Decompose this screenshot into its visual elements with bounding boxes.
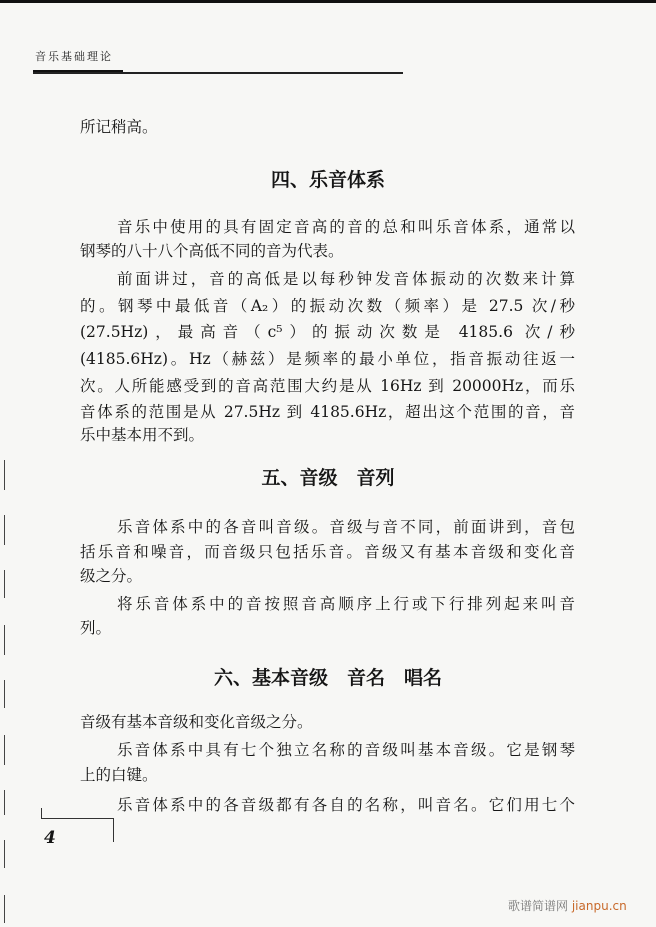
paragraph-line: 将乐音体系中的音按照音高顺序上行或下行排列起来叫音 (117, 595, 575, 613)
paragraph-line: (27.5Hz)，最高音（c⁵）的振动次数是 4185.6 次/秒 (80, 323, 575, 341)
paragraph-line: 括乐音和噪音，而音级只包括乐音。音级又有基本音级和变化音 (80, 543, 575, 561)
scan-margin-mark (4, 570, 5, 598)
paragraph-line: 音乐中使用的具有固定音高的音的总和叫乐音体系，通常以 (117, 218, 575, 236)
paragraph-line: 前面讲过，音的高低是以每秒钟发音体振动的次数来计算 (117, 270, 575, 288)
paragraph-line: 音级有基本音级和变化音级之分。 (80, 713, 313, 731)
scan-margin-mark (4, 680, 5, 708)
paragraph-line: 级之分。 (80, 567, 143, 585)
scan-margin-mark (4, 625, 5, 655)
watermark (508, 897, 627, 914)
section-heading: 五、音级 音列 (261, 467, 395, 489)
scan-margin-mark (4, 840, 5, 868)
paragraph-line: 乐中基本用不到。 (80, 426, 205, 444)
paragraph-line: 音体系的范围是从 27.5Hz 到 4185.6Hz，超出这个范围的音，音 (80, 403, 575, 421)
running-header: 音乐基础理论 (35, 50, 113, 63)
page-number: 4 (44, 828, 56, 848)
section-heading: 四、乐音体系 (270, 169, 385, 191)
paragraph-line: 乐音体系中具有七个独立名称的音级叫基本音级。它是钢琴 (117, 741, 575, 759)
scan-margin-mark (4, 735, 5, 765)
paragraph-line: 次。人所能感受到的音高范围大约是从 16Hz 到 20000Hz，而乐 (80, 377, 575, 395)
paragraph-line: 列。 (80, 619, 112, 637)
page-number-bracket (113, 818, 114, 842)
scan-margin-mark (4, 895, 5, 923)
paragraph-line: (4185.6Hz)。Hz（赫兹）是频率的最小单位，指音振动往返一 (80, 350, 575, 368)
paragraph-line: 所记稍高。 (80, 118, 158, 136)
page-number-bracket (41, 818, 113, 819)
scan-margin-mark (4, 460, 5, 490)
paragraph-line: 钢琴的八十八个高低不同的音为代表。 (80, 242, 344, 260)
scan-margin-mark (4, 515, 5, 545)
section-heading: 六、基本音级 音名 唱名 (213, 667, 442, 689)
watermark-cn: 歌谱简谱网 (508, 899, 569, 913)
paragraph-line: 上的白键。 (80, 766, 158, 784)
scan-margin-mark (4, 790, 5, 815)
watermark-en: jianpu.cn (571, 899, 627, 913)
scan-top-edge (0, 0, 656, 3)
paragraph-line: 的。钢琴中最低音（A₂）的振动次数（频率）是 27.5 次/秒 (80, 297, 575, 315)
paragraph-line: 乐音体系中的各音级都有各自的名称，叫音名。它们用七个 (117, 796, 575, 814)
header-rule (33, 72, 403, 74)
paragraph-line: 乐音体系中的各音叫音级。音级与音不同，前面讲到，音包 (117, 518, 575, 536)
